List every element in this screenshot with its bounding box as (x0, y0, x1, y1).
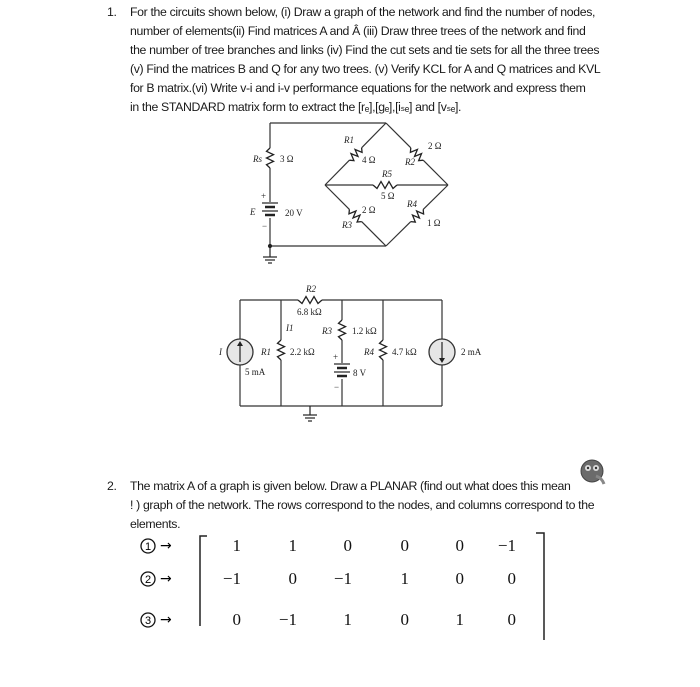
row-number: 1 (144, 541, 152, 553)
question-line: ! ) graph of the network. The rows correspond to the nodes, and columns correspond to the (130, 498, 595, 512)
question-line: For the circuits shown below, (i) Draw a graph of the network and find the number of nodes, (130, 5, 596, 19)
matrix-cell: 0 (343, 536, 352, 555)
matrix-cell: 1 (343, 610, 352, 629)
question-line: elements. (130, 517, 181, 531)
matrix-cell: 0 (507, 569, 516, 588)
matrix-row-label (141, 612, 172, 628)
matrix-row-label (141, 538, 172, 554)
r2-label: R2 (306, 284, 316, 294)
r4-value: 1 Ω (427, 218, 441, 228)
matrix-cell: 0 (288, 569, 297, 588)
rs-value: 3 Ω (280, 154, 294, 164)
r4-label: R4 (407, 199, 417, 209)
matrix-cell: 1 (232, 536, 241, 555)
matrix-cell: 0 (400, 610, 409, 629)
current-source-5ma (227, 339, 253, 365)
ground-icon (263, 245, 277, 264)
r3-value: 2 Ω (362, 205, 376, 215)
matrix-a (141, 533, 544, 640)
question-line: The matrix A of a graph is given below. Draw a PLANAR (find out what does this mean (130, 479, 571, 493)
matrix-cell: −1 (278, 610, 297, 629)
matrix-cell: −1 (333, 569, 352, 588)
battery-plus: + (261, 191, 267, 201)
r4-value: 4.7 kΩ (392, 347, 417, 357)
row-number: 2 (144, 574, 152, 586)
matrix-cell: 0 (232, 610, 241, 629)
question-line: in the STANDARD matrix form to extract the [rₑ],[gₑ],[iₛₑ] and [vₛₑ]. (130, 100, 462, 114)
question-line: (v) Find the matrices B and Q for any two trees. (v) Verify KCL for A and Q matrices and KVL (130, 62, 601, 76)
i-value: 5 mA (245, 367, 266, 377)
matrix-cell: −1 (222, 569, 241, 588)
rs-label: Rs (253, 154, 262, 164)
thinking-face-icon (581, 460, 604, 484)
resistor-r1 (278, 340, 285, 360)
question-line: the number of tree branches and links (iv) Find the cut sets and tie sets for all the three trees (130, 43, 600, 57)
matrix-cell: 1 (455, 610, 464, 629)
i-label: I (219, 347, 222, 357)
r5-value: 5 Ω (381, 191, 395, 201)
battery-symbol (334, 364, 350, 376)
matrix-row-label (141, 571, 172, 587)
battery-minus: − (334, 382, 340, 392)
e-value: 8 V (353, 368, 367, 378)
battery-plus: + (333, 352, 339, 362)
e-value: 20 V (285, 208, 303, 218)
question-number: 2. (107, 479, 117, 493)
r2-label: R2 (405, 157, 415, 167)
resistor-r5 (373, 182, 397, 189)
matrix-cell: 1 (288, 536, 297, 555)
resistor-r2 (298, 297, 322, 304)
r3-value: 1.2 kΩ (352, 326, 377, 336)
battery-minus: − (262, 221, 268, 231)
matrix-cell: 0 (400, 536, 409, 555)
resistor-r3 (339, 320, 346, 340)
i2-value: 2 mA (461, 347, 482, 357)
r1-label: R1 (344, 135, 354, 145)
r4-label: R4 (364, 347, 374, 357)
r3-label: R3 (322, 326, 332, 336)
resistor-r4 (411, 209, 424, 222)
resistor-r1 (349, 148, 362, 161)
r2-value: 2 Ω (428, 141, 442, 151)
question-line: for B matrix.(vi) Write v-i and i-v performance equations for the network and express them (130, 81, 586, 95)
arrow-icon: → (160, 538, 172, 554)
matrix-cell: 0 (455, 536, 464, 555)
circuit-1-bridge (249, 123, 448, 263)
circuit-2 (218, 284, 482, 421)
resistor-rs (267, 148, 274, 168)
resistor-r4 (380, 340, 387, 360)
ground-icon (303, 406, 317, 421)
matrix-cell: 1 (400, 569, 409, 588)
matrix-cell: −1 (497, 536, 516, 555)
current-source-2ma (429, 339, 455, 365)
i1-label: I1 (286, 323, 294, 333)
e-label: E (250, 207, 256, 217)
row-number: 3 (144, 615, 152, 627)
matrix-cell: 0 (455, 569, 464, 588)
matrix-cell: 0 (507, 610, 516, 629)
r1-label: R1 (261, 347, 271, 357)
r3-label: R3 (342, 220, 352, 230)
question-number: 1. (107, 5, 117, 19)
battery-symbol (262, 203, 278, 215)
arrow-icon: → (160, 571, 172, 587)
r2-value: 6.8 kΩ (297, 307, 322, 317)
r1-value: 4 Ω (362, 155, 376, 165)
r5-label: R5 (382, 169, 392, 179)
arrow-icon: → (160, 612, 172, 628)
r1-value: 2.2 kΩ (290, 347, 315, 357)
question-line: number of elements(ii) Find matrices A and Â (iii) Draw three trees of the network and find (130, 24, 586, 38)
